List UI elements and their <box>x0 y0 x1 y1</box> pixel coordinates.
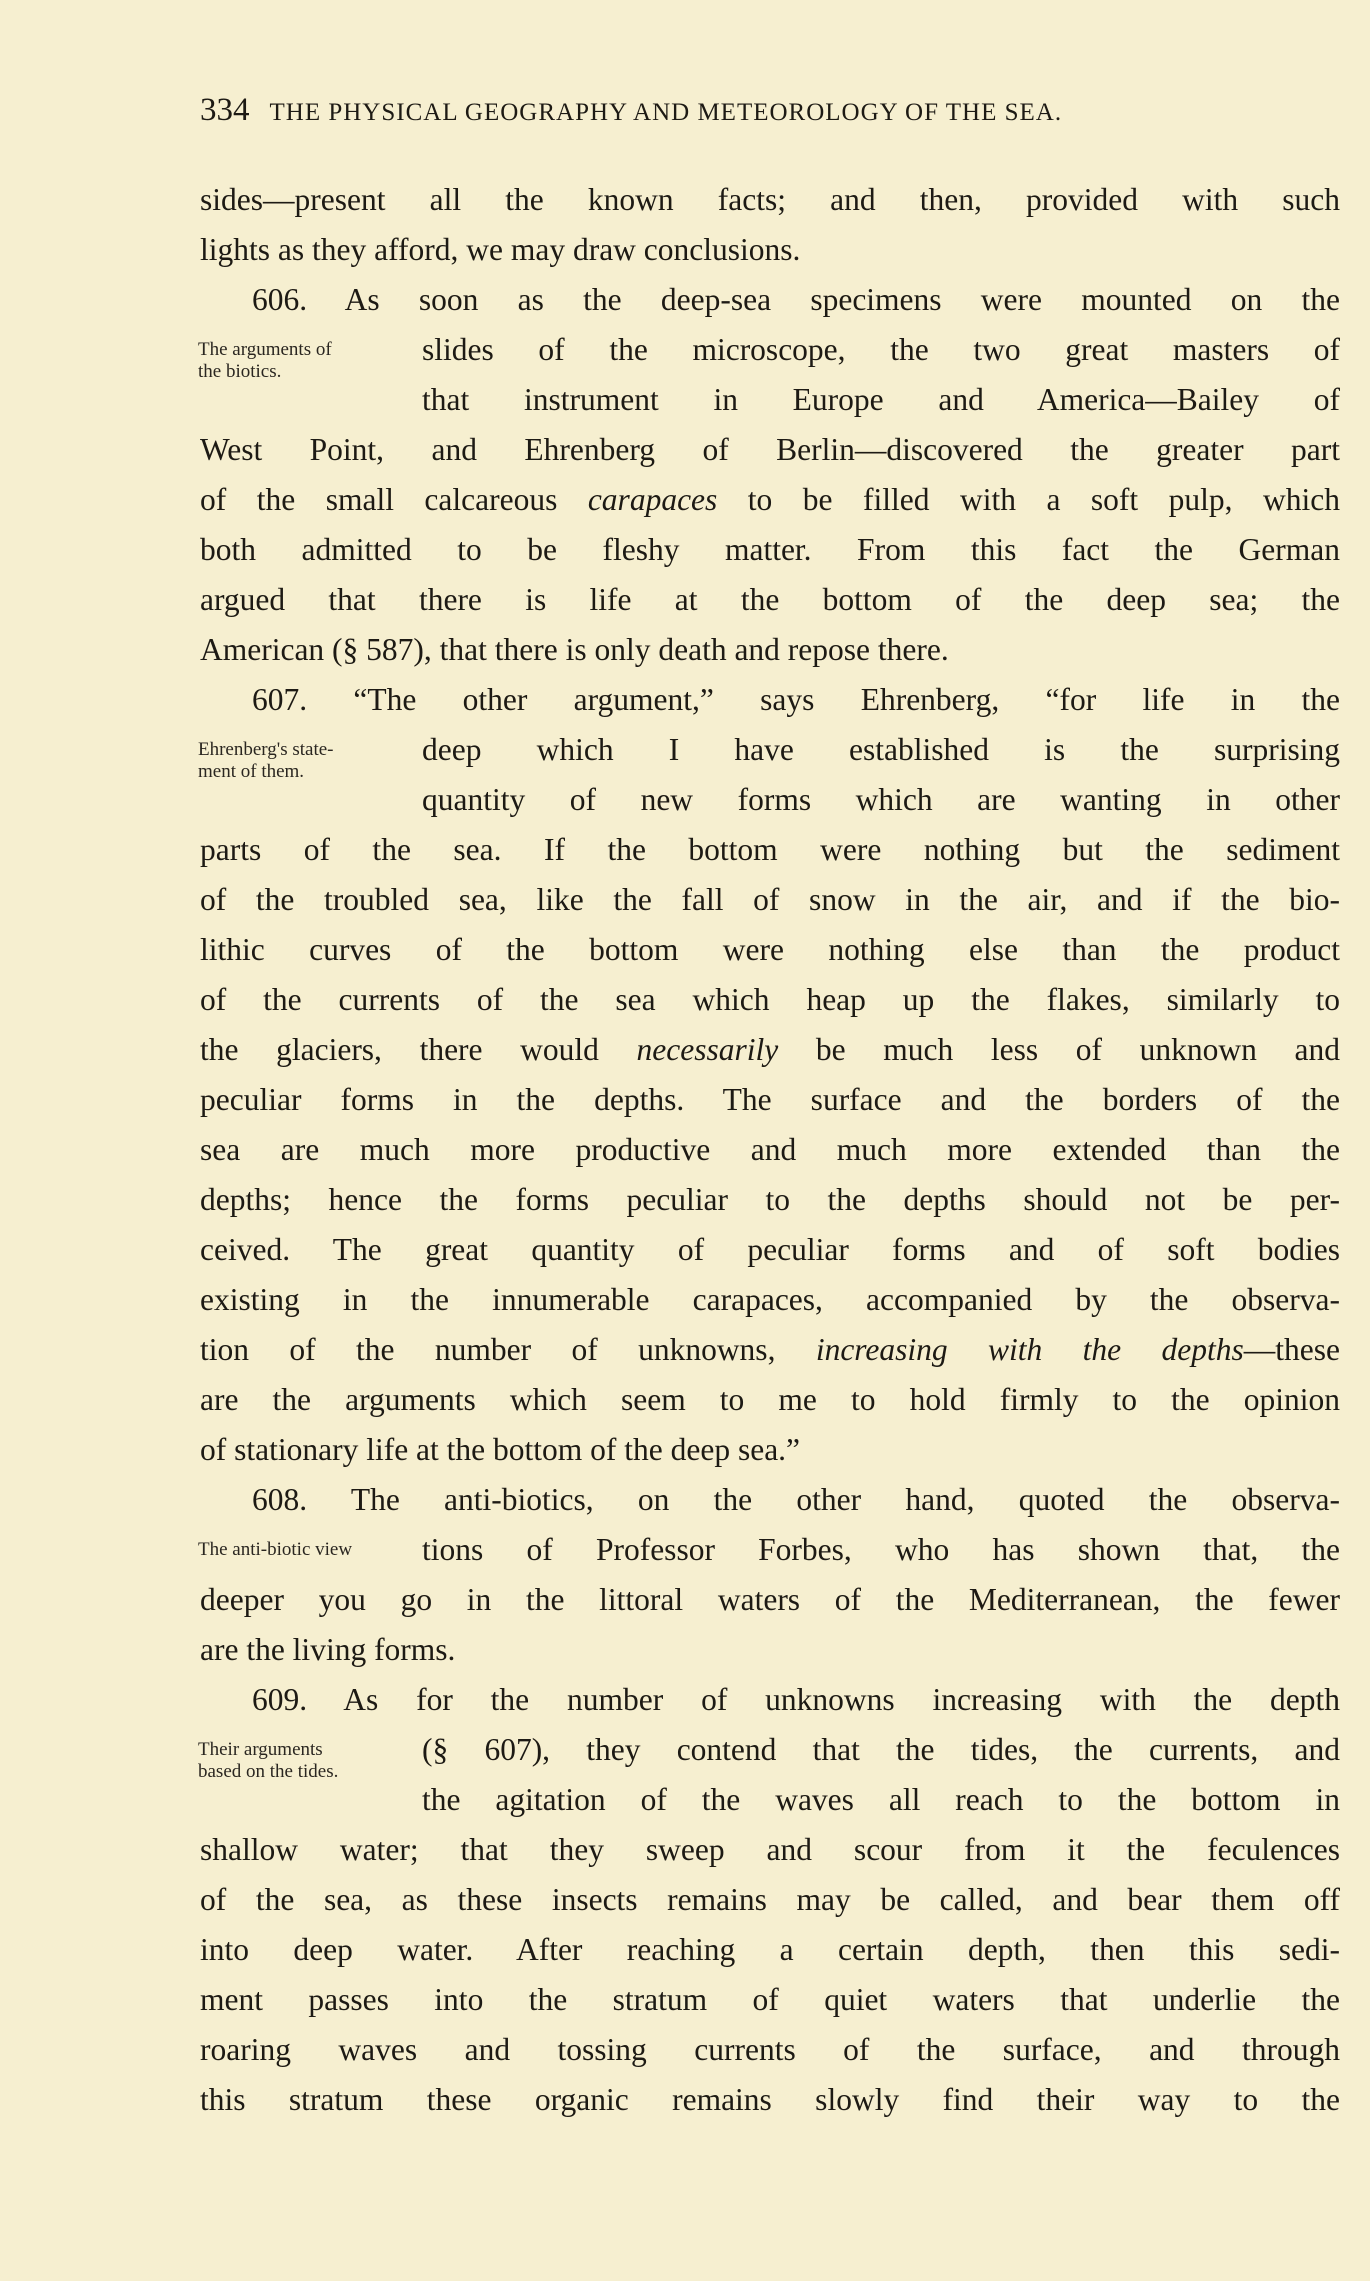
sidenote-609: Their arguments based on the tides. <box>198 1739 339 1782</box>
text-line: deep which I have established is the surprising <box>422 732 1340 767</box>
sidenote-line <box>198 1725 1340 1782</box>
sidenote-line <box>200 1775 1340 1825</box>
sidenote-607: Ehrenberg's state- ment of them. <box>198 739 334 782</box>
text-line: are the living forms. <box>200 1632 456 1667</box>
text-line: West Point, and Ehrenberg of Berlin—discovered the greater part <box>200 432 1340 467</box>
italic-phrase: increasing with the depths <box>815 1332 1244 1367</box>
text-line: existing in the innumerable carapaces, accompanied by the observa- <box>200 1282 1340 1317</box>
text-line: depths; hence the forms peculiar to the depths should not be per- <box>200 1182 1340 1217</box>
paragraph-609-start: 609. As for the number of unknowns increasing with the depth <box>252 1682 1340 1717</box>
text-line: roaring waves and tossing currents of the surface, and through <box>200 2032 1340 2067</box>
sidenote-line <box>200 375 1340 425</box>
text-line: lithic curves of the bottom were nothing else than the product <box>200 932 1340 967</box>
paragraph-608-start: 608. The anti-biotics, on the other hand, quoted the observa- <box>252 1482 1340 1517</box>
text-line: deeper you go in the littoral waters of the Mediterranean, the fewer <box>200 1582 1340 1617</box>
text-line: of the currents of the sea which heap up the flakes, similarly to <box>200 982 1340 1017</box>
text-line: this stratum these organic remains slowly find their way to the <box>200 2082 1340 2117</box>
running-title: THE PHYSICAL GEOGRAPHY AND METEOROLOGY OF THE SEA. <box>269 99 1063 126</box>
italic-term: necessarily <box>636 1032 779 1067</box>
text-line: of stationary life at the bottom of the deep sea.” <box>200 1432 801 1467</box>
sidenote-606: The arguments of the biotics. <box>198 339 332 382</box>
text-line: peculiar forms in the depths. The surface and the borders of the <box>200 1082 1340 1117</box>
italic-term: carapaces <box>587 482 718 517</box>
text-line: argued that there is life at the bottom of the deep sea; the <box>200 582 1340 617</box>
paragraph-606-start: 606. As soon as the deep-sea specimens were mounted on the <box>252 282 1340 317</box>
text-line: into deep water. After reaching a certain depth, then this sedi- <box>200 1932 1340 1967</box>
sidenote-line <box>200 1525 1340 1575</box>
running-head <box>200 92 1330 129</box>
sidenote-line <box>198 325 1340 382</box>
text-line: slides of the microscope, the two great masters of <box>422 332 1340 367</box>
text-line: shallow water; that they sweep and scour from it the feculences <box>200 1832 1340 1867</box>
text-line: sea are much more productive and much more extended than the <box>200 1132 1340 1167</box>
text-line: tions of Professor Forbes, who has shown that, the <box>422 1532 1340 1567</box>
body-text <box>200 175 1340 2125</box>
text-line: ceived. The great quantity of peculiar forms and of soft bodies <box>200 1232 1340 1267</box>
text-line: tion of the number of unknowns, increasing with the depths—these <box>200 1332 1340 1367</box>
text-line: sides—present all the known facts; and then, provided with such <box>200 182 1340 217</box>
text-line: of the sea, as these insects remains may be called, and bear them off <box>200 1882 1340 1917</box>
text-line: (§ 607), they contend that the tides, the currents, and <box>422 1732 1340 1767</box>
paragraph-607-start: 607. “The other argument,” says Ehrenberg, “for life in the <box>252 682 1340 717</box>
sidenote-608: The anti-biotic view <box>198 1539 353 1560</box>
text-line: parts of the sea. If the bottom were nothing but the sediment <box>200 832 1340 867</box>
text-line: lights as they afford, we may draw conclusions. <box>200 232 801 267</box>
text-line: both admitted to be fleshy matter. From this fact the German <box>200 532 1340 567</box>
text-line: the agitation of the waves all reach to the bottom in <box>422 1782 1340 1817</box>
text-line: that instrument in Europe and America—Bailey of <box>422 382 1340 417</box>
text-line: of the small calcareous carapaces to be filled with a soft pulp, which <box>200 482 1340 517</box>
text-line: are the arguments which seem to me to hold firmly to the opinion <box>200 1382 1340 1417</box>
sidenote-line <box>198 725 1340 782</box>
sidenote-line <box>200 775 1340 825</box>
text-line: the glaciers, there would necessarily be much less of unknown and <box>200 1032 1340 1067</box>
text-line: of the troubled sea, like the fall of snow in the air, and if the bio- <box>200 882 1340 917</box>
text-line: ment passes into the stratum of quiet waters that underlie the <box>200 1982 1340 2017</box>
page-number: 334 <box>200 92 250 128</box>
text-line: American (§ 587), that there is only death and repose there. <box>200 632 949 667</box>
text-line: quantity of new forms which are wanting in other <box>422 782 1340 817</box>
